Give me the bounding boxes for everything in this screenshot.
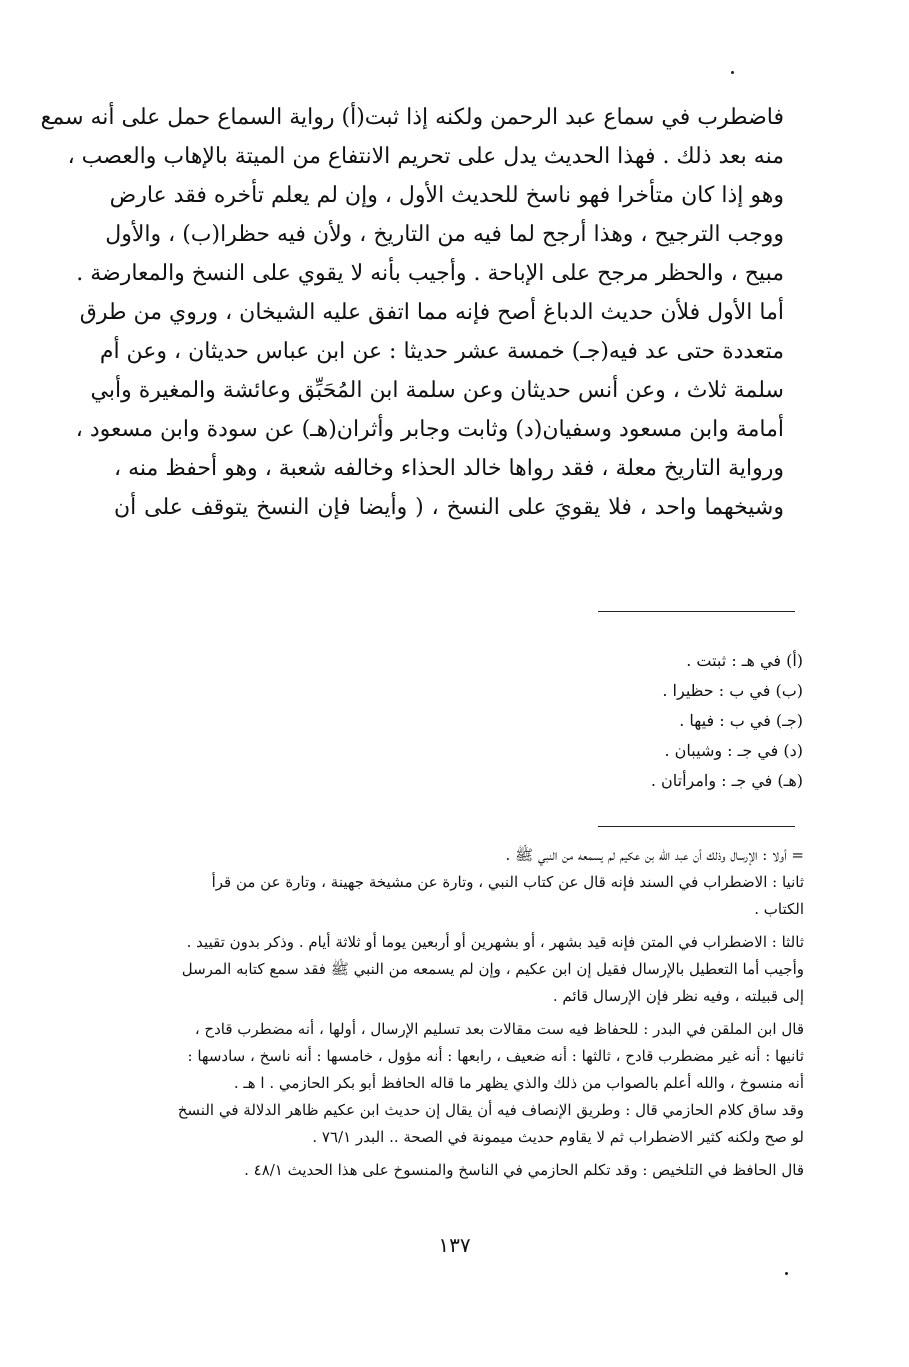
main-text-line: أمامة وابن مسعود وسفيان(د) وثابت وجابر وأثران(هـ) عن سودة وابن مسعود ، <box>75 417 784 442</box>
scan-speck <box>731 71 734 74</box>
main-text-line: منه بعد ذلك . فهذا الحديث يدل على تحريم الانتفاع من الميتة بالإهاب والعصب ، <box>67 144 784 169</box>
commentary-line: ثانيها : أنه غير مضطرب قادح ، ثالثها : أنه ضعيف ، رابعها : أنه مؤول ، خامسها : أنه ناسخ ، سادسها : <box>187 1047 804 1065</box>
page-number: ١٣٧ <box>438 1233 471 1257</box>
main-text-line: متعددة حتى عد فيه(جـ) خمسة عشر حديثا : عن ابن عباس حديثان ، وعن أم <box>99 339 784 364</box>
main-text-line: سلمة ثلاث ، وعن أنس حديثان وعن سلمة ابن المُحَبِّق وعائشة والمغيرة وأبي <box>90 378 784 403</box>
commentary-line: قال ابن الملقن في البدر : للحفاظ فيه ست مقالات بعد تسليم الإرسال ، أولها ، أنه مضطرب قادح ، <box>194 1020 804 1038</box>
commentary-line: قال الحافظ في التلخيص : وقد تكلم الحازمي في الناسخ والمنسوخ على هذا الحديث ٤٨/١ . <box>244 1161 804 1179</box>
main-text-line: فاضطرب في سماع عبد الرحمن ولكنه إذا ثبت(أ) رواية السماع حمل على أنه سمع <box>40 105 784 130</box>
commentary-paragraph <box>104 1157 804 1184</box>
variant-note: (د) في جـ : وشيبان . <box>664 741 803 760</box>
variant-note: (جـ) في ب : فيها . <box>679 711 803 730</box>
main-text-line: ووجب الترجيح ، وهذا أرجح لما فيه من التاريخ ، ولأن فيه حظرا(ب) ، والأول <box>105 222 784 247</box>
main-text-line: مبيح ، والحظر مرجح على الإباحة . وأجيب بأنه لا يقوي على النسخ والمعارضة . <box>76 261 784 286</box>
commentary-line: لو صح ولكنه كثير الاضطراب ثم لا يقاوم حديث ميمونة في الصحة .. البدر ٧٦/١ . <box>312 1128 804 1146</box>
main-text-line: وشيخهما واحد ، فلا يقويَ على النسخ ، ( وأيضا فإن النسخ يتوقف على أن <box>114 495 784 520</box>
commentary-line: أنه منسوخ ، والله أعلم بالصواب من ذلك والذي يظهر ما قاله الحافظ أبو بكر الحازمي . ا هـ . <box>233 1074 804 1092</box>
main-text-line: ورواية التاريخ معلة ، فقد رواها خالد الحذاء وخالفه شعبة ، وهو أحفظ منه ، <box>114 456 784 481</box>
main-text-line: وهو إذا كان متأخرا فهو ناسخ للحديث الأول ، وإن لم يعلم تأخره فقد عارض <box>109 183 784 208</box>
commentary-paragraph <box>104 1016 804 1151</box>
commentary-line: إلى قبيلته ، وفيه نظر فإن الإرسال قائم . <box>552 987 804 1005</box>
footnote-separator <box>598 611 795 612</box>
scan-speck <box>785 1272 788 1275</box>
variant-note: (هـ) في جـ : وامرأتان . <box>650 771 803 790</box>
variant-note: (أ) في هـ : ثبتت . <box>686 651 803 670</box>
commentary-line: الكتاب . <box>754 900 804 918</box>
commentary-paragraph <box>104 842 804 923</box>
variant-notes <box>103 646 803 796</box>
commentary <box>104 842 804 1184</box>
main-text <box>40 98 784 527</box>
commentary-line: وقد ساق كلام الحازمي قال : وطريق الإنصاف فيه أن يقال إن حديث ابن عكيم ظاهر الدلالة في النسخ <box>177 1101 804 1119</box>
commentary-line: ثالثا : الاضطراب في المتن فإنه قيد بشهر ، أو بشهرين أو أربعين يوما أو ثلاثة أيام . وذكر بدون تقييد . <box>186 933 804 951</box>
commentary-separator <box>598 826 795 827</box>
commentary-line: ثانيا : الاضطراب في السند فإنه قال عن كتاب النبي ، وتارة عن مشيخة جهينة ، وتارة عن من قرأ <box>211 873 804 891</box>
commentary-paragraph <box>104 929 804 1010</box>
variant-note: (ب) في ب : حظيرا . <box>662 681 803 700</box>
commentary-line: = أولا : الإرسال وذلك أن عبد الله بن عكيم لم يسمعه من النبي ﷺ . <box>505 846 804 864</box>
commentary-line: وأجيب أما التعطيل بالإرسال فقيل إن ابن عكيم ، وإن لم يسمعه من النبي ﷺ فقد سمع كتابه المرسل <box>181 960 804 978</box>
main-text-line: أما الأول فلأن حديث الدباغ أصح فإنه مما اتفق عليه الشيخان ، وروي من طرق <box>79 300 784 325</box>
